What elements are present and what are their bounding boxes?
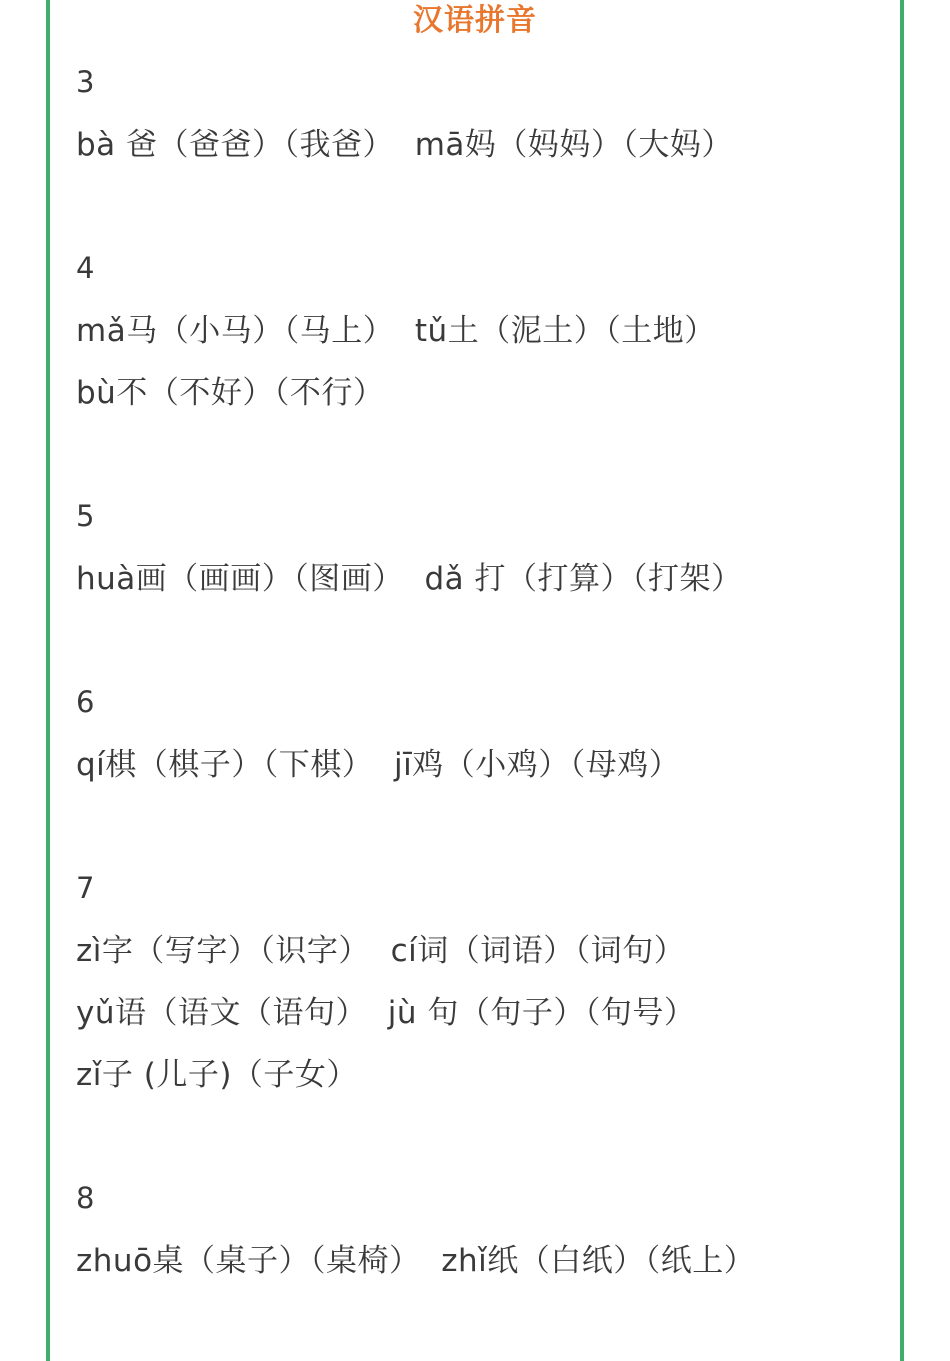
section-8-line-1: zhuō桌（桌子）（桌椅） zhǐ纸（白纸）（纸上）	[76, 1243, 756, 1279]
section-7-line-1: zì字（写字）（识字） cí词（词语）（词句）	[76, 933, 686, 969]
section-3-line-1: bà 爸（爸爸）（我爸） mā妈（妈妈）（大妈）	[76, 127, 733, 163]
document-frame	[46, 0, 904, 1361]
section-number-4: 4	[76, 251, 95, 285]
page-title: 汉语拼音	[413, 3, 537, 38]
section-7-line-3: zǐ子 (儿子)（子女）	[76, 1057, 358, 1093]
section-number-7: 7	[76, 871, 95, 905]
section-4-line-2: bù不（不好）（不行）	[76, 375, 385, 411]
section-number-8: 8	[76, 1181, 95, 1215]
section-6-line-1: qí棋（棋子）（下棋） jī鸡（小鸡）（母鸡）	[76, 747, 681, 783]
section-4-line-1: mǎ马（小马）（马上） tǔ土（泥土）（土地）	[76, 313, 716, 349]
section-number-6: 6	[76, 685, 95, 719]
section-number-3: 3	[76, 65, 95, 99]
section-7-line-2: yǔ语（语文（语句） jù 句（句子）（句号）	[76, 995, 696, 1031]
section-number-5: 5	[76, 499, 95, 533]
section-5-line-1: huà画（画画）（图画） dǎ 打（打算）（打架）	[76, 561, 743, 597]
